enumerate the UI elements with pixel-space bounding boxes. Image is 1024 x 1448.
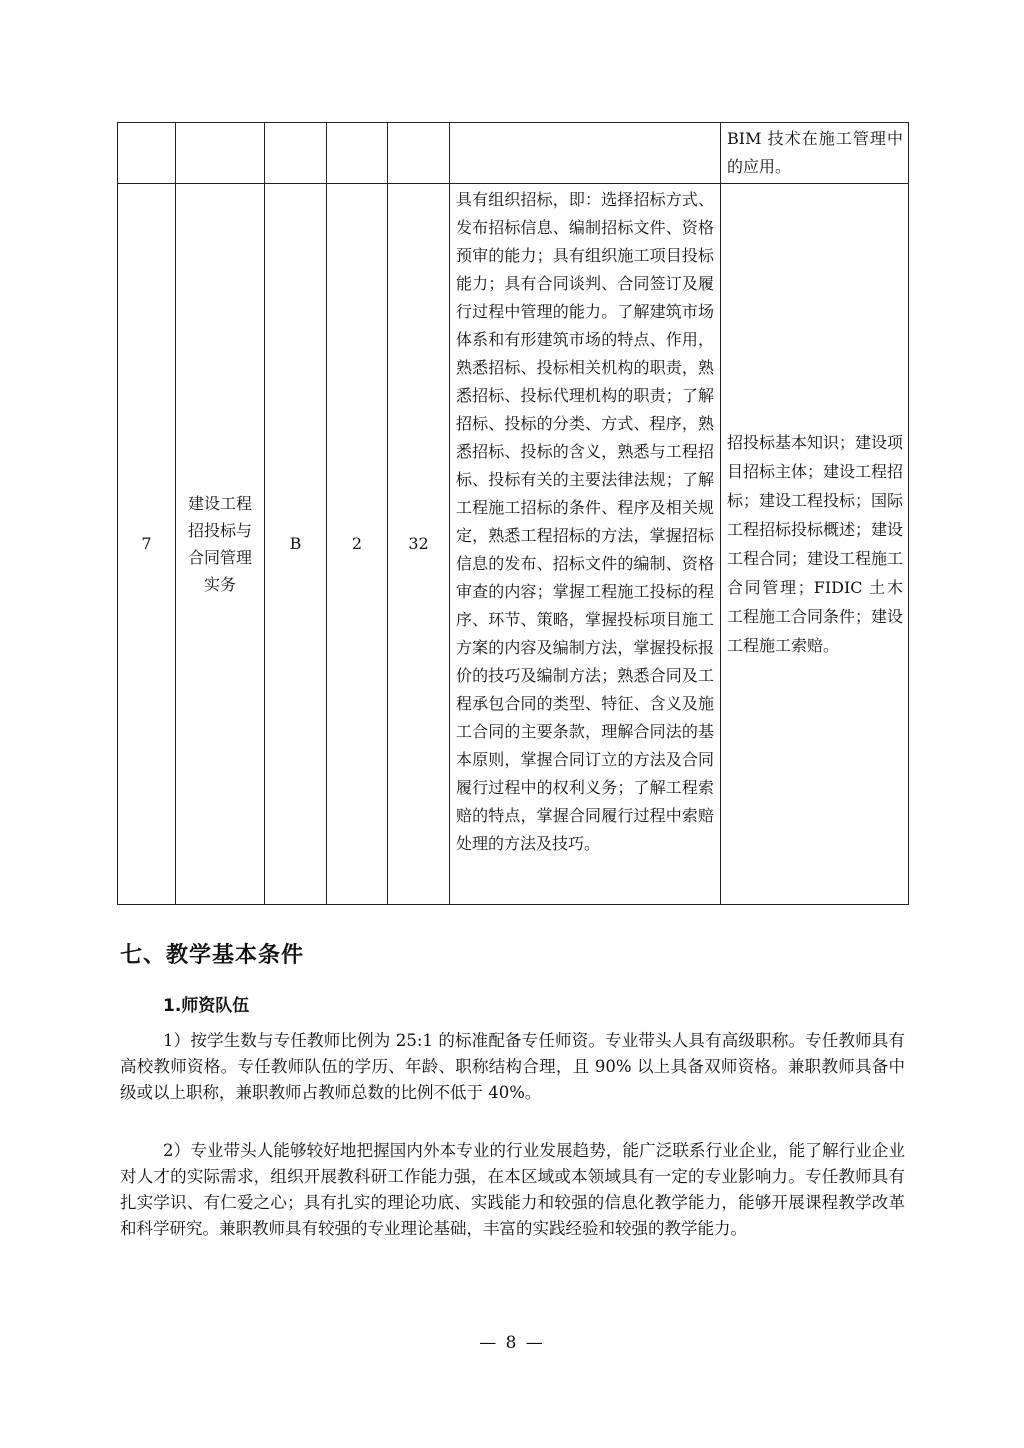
- cell-main-content: BIM 技术在施工管理中的应用。: [721, 123, 909, 184]
- cell-course-name: [176, 184, 265, 905]
- cell-index: [118, 123, 176, 184]
- cell-course-type: [265, 123, 327, 184]
- table-row-continued: [118, 123, 909, 184]
- course-name-text: 建设工程招投标与合同管理实务: [187, 493, 252, 594]
- course-table: [117, 122, 909, 905]
- subsection-heading: 1.师资队伍: [163, 996, 250, 1016]
- cell-course-name: [176, 123, 265, 184]
- section-heading: 七、教学基本条件: [120, 943, 305, 968]
- cell-credits: 2: [327, 184, 388, 905]
- cell-index: 7: [118, 184, 176, 905]
- cell-course-type: B: [265, 184, 327, 905]
- cell-hours: 32: [388, 184, 450, 905]
- paragraph-leader-requirements: 2）专业带头人能够较好地把握国内外本专业的行业发展趋势，能广泛联系行业企业，能了解行业企业对人才的实际需求，组织开展教科研工作能力强，在本区域或本领域具有一定的专业影响力。专任教师具有扎实学识、有仁爱之心；具有扎实的理论功底、实践能力和较强的信息化教学能力，能够开展课程教学改革和科学研究。兼职教师具有较强的专业理论基础，丰富的实践经验和较强的教学能力。: [120, 1141, 905, 1238]
- cell-credits: [327, 123, 388, 184]
- page-number: — 8 —: [479, 1333, 545, 1353]
- cell-objectives: [450, 123, 721, 184]
- cell-objectives: 具有组织招标，即：选择招标方式、发布招标信息、编制招标文件、资格预审的能力；具有组织施工项目投标能力；具有合同谈判、合同签订及履行过程中管理的能力。了解建筑市场体系和有形建筑市场的特点、作用，熟悉招标、投标相关机构的职责，熟悉招标、投标代理机构的职责；了解招标、投标的分类、方式、程序，熟悉招标、投标的含义，熟悉与工程招标、投标有关的主要法律法规；了解工程施工招标的条件、程序及相关规定，熟悉工程招标的方法，掌握招标信息的发布、招标文件的编制、资格审查的内容；掌握工程施工投标的程序、环节、策略，掌握投标项目施工方案的内容及编制方法，掌握投标报价的技巧及编制方法；熟悉合同及工程承包合同的类型、特征、含义及施工合同的主要条款，理解合同法的基本原则，掌握合同订立的方法及合同履行过程中的权利义务；了解工程索赔的特点，掌握合同履行过程中索赔处理的方法及技巧。: [450, 184, 721, 905]
- paragraph-staff-ratio: 1）按学生数与专任教师比例为 25:1 的标准配备专任师资。专业带头人具有高级职称。专任教师具有高校教师资格。专任教师队伍的学历、年龄、职称结构合理，且 90% 以上具备双师资格。兼职教师具备中级或以上职称，兼职教师占教师总数的比例不低于 40%。: [120, 1031, 905, 1102]
- table-row: [118, 184, 909, 905]
- cell-hours: [388, 123, 450, 184]
- cell-main-content: 招投标基本知识；建设项目招标主体；建设工程招标；建设工程投标；国际工程招标投标概述；建设工程合同；建设工程施工合同管理；FIDIC 土木工程施工合同条件；建设工程施工索赔。: [721, 184, 909, 905]
